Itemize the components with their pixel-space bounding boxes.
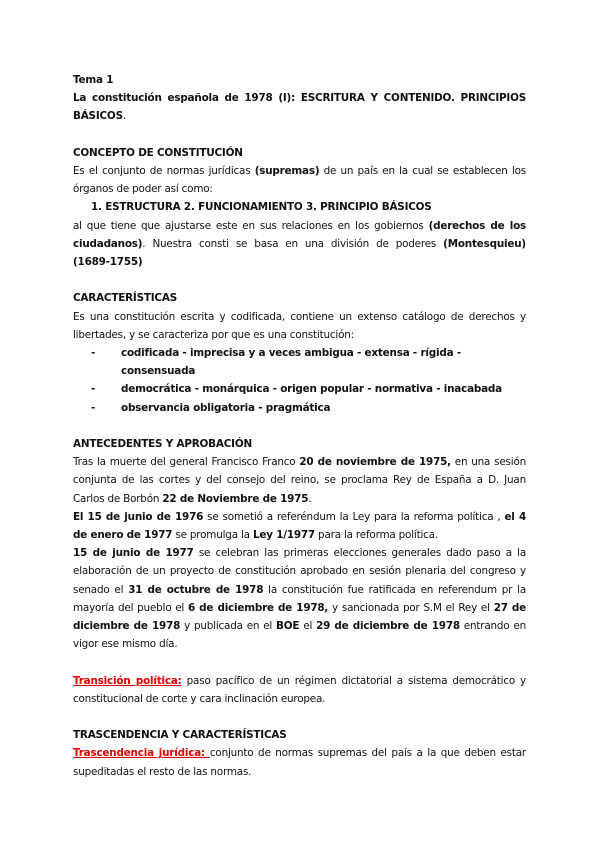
text-run: en una sesión conjunta de las cortes y del consejo del reino, se proclama Rey de España a D. Juan Carlos de Borbón (73, 456, 526, 505)
bullet-list (73, 344, 526, 417)
spacer (73, 417, 526, 435)
text-run: para la reforma política. (314, 529, 438, 542)
bullet-dash: - (91, 401, 96, 414)
text-run: la constitución fue ratificada en referendum pr la mayoría del pueblo el (73, 583, 526, 614)
bold-text: 22 de Noviembre de 1975 (162, 492, 309, 505)
bold-text: 27 de diciembre de 1978 (73, 601, 527, 633)
spacer (73, 271, 526, 289)
text-run: observancia obligatoria - pragmática (121, 401, 331, 414)
definition-trascendencia (73, 744, 526, 780)
text-run: al que tiene que ajustarse este en sus relaciones en los gobiernos (73, 219, 429, 232)
heading-concepto (73, 144, 526, 162)
paragraph (73, 544, 526, 653)
bold-text: Ley 1/1977 (252, 529, 315, 542)
topic-label (73, 71, 526, 89)
bold-text: 29 de diciembre de 1978 (316, 620, 460, 633)
bullet-text (91, 344, 526, 380)
bold-text: 20 de noviembre de 1975, (299, 456, 451, 469)
bold-text: 31 de octubre de 1978 (128, 583, 264, 596)
bullet-dash: - (91, 347, 96, 360)
definition-transicion (73, 672, 526, 708)
document-page (73, 71, 526, 781)
paragraph (73, 217, 526, 272)
heading-trascendencia (73, 726, 526, 744)
text-run: el (299, 620, 317, 633)
bold-text: (derechos de los ciudadanos) (73, 219, 526, 250)
text-run: Es el conjunto de normas jurídicas (73, 165, 255, 177)
text-run: Tras la muerte del general Francisco Franco (73, 456, 300, 469)
text-run: . (308, 492, 312, 505)
bold-text: TRASCENDENCIA Y CARACTERÍSTICAS (73, 729, 287, 742)
spacer (73, 126, 526, 144)
bold-text: El 15 de junio de 1976 (73, 510, 204, 523)
numbered-list (73, 198, 526, 216)
highlighted-term: Transición política: (73, 674, 182, 687)
spacer (73, 653, 526, 671)
bold-text: 1. ESTRUCTURA 2. FUNCIONAMIENTO 3. PRINCIPIO BÁSICOS (91, 201, 432, 214)
text-run: entrando en vigor ese mismo día. (73, 620, 526, 651)
bullet-text (91, 399, 330, 417)
text-run: . (122, 110, 126, 123)
text-run: de un país en la cual se establecen los órganos de poder así como: (73, 165, 527, 196)
text-run: paso pacífico de un régimen dictatorial a sistema democrático y constitucional de corte y cara inclinación europea. (73, 674, 526, 705)
text-run: Es una constitución escrita y codificada, contiene un extenso catálogo de derechos y libertades, y se caracteriza por que es una constitución: (73, 310, 526, 341)
bullet-item (73, 399, 526, 417)
text-run: y publicada en el (180, 620, 277, 633)
highlighted-term: Trascendencia jurídica: (73, 747, 210, 760)
document-title (73, 89, 526, 125)
bold-text: CARACTERÍSTICAS (73, 292, 177, 305)
text-run: democrática - monárquica - origen popular - normativa - inacabada (121, 383, 502, 396)
spacer (73, 708, 526, 726)
bullet-item (73, 380, 526, 398)
text-run: . Nuestra consti se basa en una división de poderes (142, 237, 444, 250)
bullet-text (91, 380, 502, 398)
bold-text: Tema 1 (73, 74, 114, 86)
text-run: y sancionada por S.M el Rey el (328, 601, 494, 614)
bold-text: (Montesquieu) (1689-1755) (73, 237, 526, 269)
text-run: codificada - imprecisa y a veces ambigua - extensa - rígida - consensuada (121, 347, 461, 378)
text-run: se celebran las primeras elecciones generales dado paso a la elaboración de un proyecto de constitución aprobado en sesión plenaria del congreso y senado el (73, 547, 526, 596)
bold-text: el 4 de enero de 1977 (73, 510, 526, 542)
heading-antecedentes (73, 435, 526, 453)
paragraph (73, 508, 526, 544)
bullet-item (73, 344, 526, 380)
bold-text: CONCEPTO DE CONSTITUCIÓN (73, 146, 243, 159)
bold-text: 15 de junio de 1977 (73, 547, 194, 560)
text-run: conjunto de normas supremas del país a la que deben estar supeditadas el resto de las normas. (73, 747, 527, 778)
bold-text: ANTECEDENTES Y APROBACIÓN (73, 438, 252, 451)
bold-text: BOE (276, 620, 300, 633)
bullet-dash: - (91, 383, 96, 396)
bold-text: La constitución española de 1978 (I): ESCRITURA Y CONTENIDO. PRINCIPIOS BÁSICOS (73, 92, 526, 123)
bold-text: 6 de diciembre de 1978, (187, 601, 329, 614)
paragraph (73, 162, 526, 198)
heading-caracteristicas (73, 289, 526, 307)
bold-text: (supremas) (254, 165, 320, 177)
text-run: se promulga la (172, 529, 253, 542)
paragraph (73, 453, 526, 508)
paragraph (73, 308, 526, 344)
text-run: se sometió a referéndum la Ley para la reforma política , (203, 510, 505, 523)
